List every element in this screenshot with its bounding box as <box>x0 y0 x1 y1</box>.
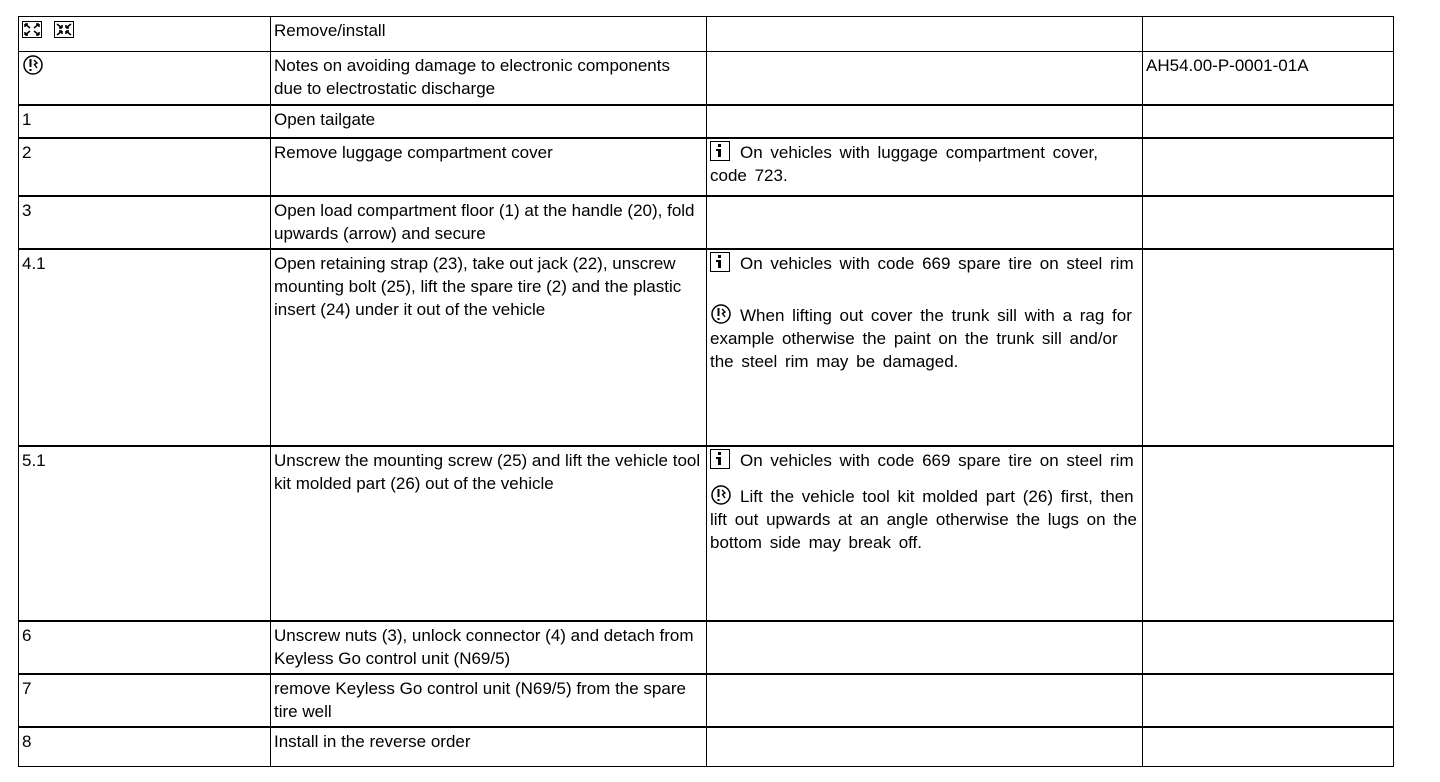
step-action: Unscrew nuts (3), unlock connector (4) and detach from Keyless Go control unit (N69/5) <box>271 621 707 674</box>
step-reference <box>1143 249 1394 446</box>
step-number: 5.1 <box>19 446 271 621</box>
step-number: 8 <box>19 727 271 767</box>
spacer <box>710 275 1139 303</box>
step-info <box>707 249 1143 446</box>
caution-icon <box>22 54 44 76</box>
step-info <box>707 727 1143 767</box>
step-number: 6 <box>19 621 271 674</box>
procedure-table <box>18 16 1394 767</box>
step-number: 4.1 <box>19 249 271 446</box>
step-action: Open retaining strap (23), take out jack (22), unscrew mounting bolt (25), lift the spare tire (2) and the plastic insert (24) under it out of the vehicle <box>271 249 707 446</box>
spacer <box>710 472 1139 484</box>
step-reference <box>1143 196 1394 249</box>
step-info <box>707 674 1143 727</box>
table-row <box>19 196 1394 249</box>
action-cell-esd: Notes on avoiding damage to electronic components due to electrostatic discharge <box>271 52 707 105</box>
table-row <box>19 674 1394 727</box>
table-row <box>19 727 1394 767</box>
step-reference <box>1143 674 1394 727</box>
step-info <box>707 621 1143 674</box>
step-number: 2 <box>19 138 271 196</box>
caution-text: Lift the vehicle tool kit molded part (26) first, then lift out upwards at an angle otherwise the lugs on the bottom side may break off. <box>710 486 1137 552</box>
table-row-esd <box>19 52 1394 105</box>
info-text: On vehicles with code 669 spare tire on steel rim <box>740 450 1134 470</box>
table-row-header <box>19 17 1394 52</box>
step-action: Open load compartment floor (1) at the handle (20), fold upwards (arrow) and secure <box>271 196 707 249</box>
table-row <box>19 621 1394 674</box>
step-number: 7 <box>19 674 271 727</box>
info-cell-esd <box>707 52 1143 105</box>
info-note <box>710 141 1139 187</box>
step-info <box>707 105 1143 138</box>
step-reference <box>1143 727 1394 767</box>
step-info <box>707 138 1143 196</box>
table-row <box>19 249 1394 446</box>
info-note <box>710 449 1139 472</box>
step-action: Install in the reverse order <box>271 727 707 767</box>
step-info <box>707 196 1143 249</box>
step-action: remove Keyless Go control unit (N69/5) from the spare tire well <box>271 674 707 727</box>
step-reference <box>1143 446 1394 621</box>
document-reference: AH54.00-P-0001-01A <box>1146 56 1309 75</box>
step-reference <box>1143 138 1394 196</box>
caution-note <box>710 484 1139 554</box>
step-action: Unscrew the mounting screw (25) and lift the vehicle tool kit molded part (26) out of the vehicle <box>271 446 707 621</box>
info-icon <box>710 449 730 469</box>
step-action: Remove luggage compartment cover <box>271 138 707 196</box>
step-cell-esd <box>19 52 271 105</box>
info-text: On vehicles with code 669 spare tire on steel rim <box>740 253 1134 273</box>
step-number: 3 <box>19 196 271 249</box>
table-row <box>19 138 1394 196</box>
action-cell-header: Remove/install <box>271 17 707 52</box>
remove-icon <box>22 21 42 38</box>
reference-cell-header <box>1143 17 1394 52</box>
step-number: 1 <box>19 105 271 138</box>
caution-icon <box>710 303 732 325</box>
caution-icon <box>710 484 732 506</box>
info-text: On vehicles with luggage compartment cover, code 723. <box>710 142 1099 185</box>
table-row <box>19 446 1394 621</box>
install-icon <box>54 21 74 38</box>
caution-note <box>710 303 1139 373</box>
info-cell-header <box>707 17 1143 52</box>
step-reference <box>1143 621 1394 674</box>
step-action: Open tailgate <box>271 105 707 138</box>
info-icon <box>710 141 730 161</box>
step-cell-header <box>19 17 271 52</box>
info-note <box>710 252 1139 275</box>
step-info <box>707 446 1143 621</box>
info-icon <box>710 252 730 272</box>
table-row <box>19 105 1394 138</box>
step-reference <box>1143 105 1394 138</box>
reference-cell-esd <box>1143 52 1394 105</box>
caution-text: When lifting out cover the trunk sill with a rag for example otherwise the paint on the trunk sill and/or the steel rim may be damaged. <box>710 305 1132 371</box>
